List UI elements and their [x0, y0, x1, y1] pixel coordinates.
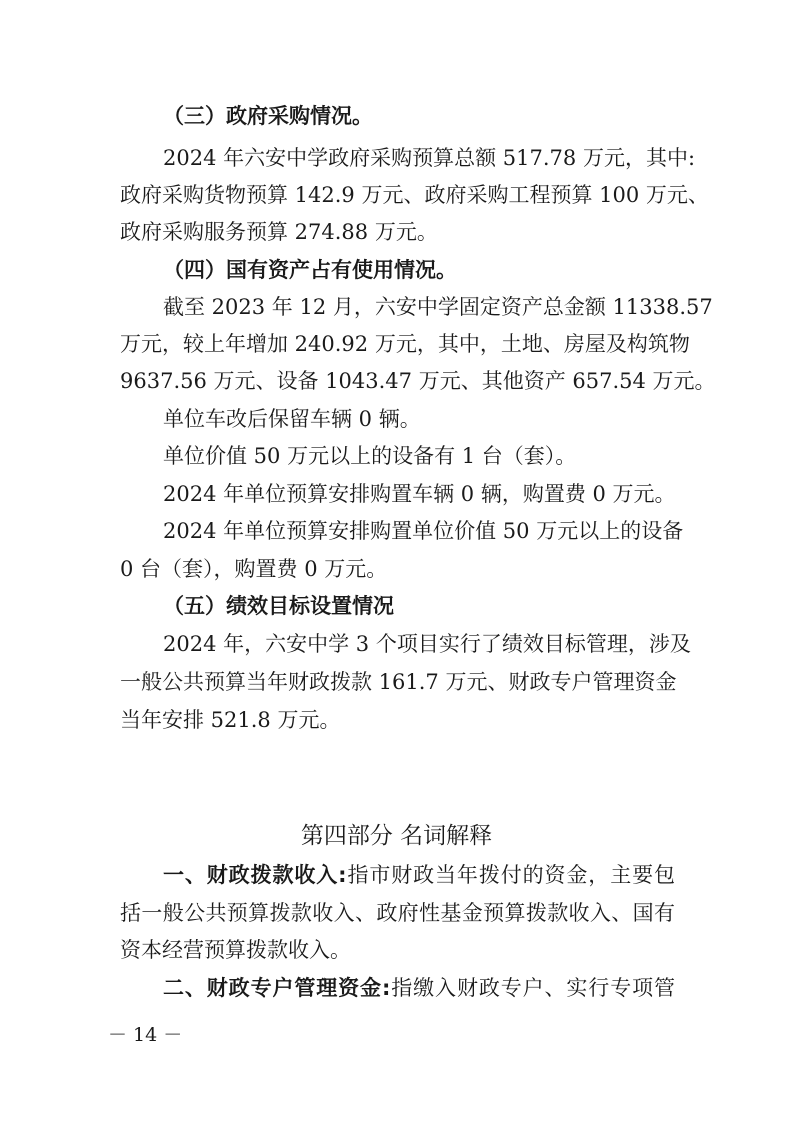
term-special-account-funds: 二、财政专户管理资金: — [163, 976, 391, 1000]
paragraph-line: 万元，较上年增加 240.92 万元，其中，土地、房屋及构筑物 — [120, 332, 690, 356]
paragraph-line: 2024 年单位预算安排购置车辆 0 辆，购置费 0 万元。 — [163, 482, 676, 506]
paragraph-line: 2024 年，六安中学 3 个项目实行了绩效目标管理，涉及 — [163, 632, 691, 656]
paragraph-line: 政府采购货物预算 142.9 万元、政府采购工程预算 100 万元、 — [120, 183, 709, 207]
paragraph-line: 截至 2023 年 12 月，六安中学固定资产总金额 11338.57 — [163, 295, 713, 319]
term-definition-line — [163, 860, 675, 890]
part4-title: 第四部分 名词解释 — [300, 823, 493, 849]
section-heading-performance: （五）绩效目标设置情况 — [163, 593, 394, 618]
section-heading-procurement: （三）政府采购情况。 — [163, 103, 373, 128]
term-definition-text: 指市财政当年拨付的资金，主要包 — [346, 863, 675, 887]
paragraph-line: 政府采购服务预算 274.88 万元。 — [120, 220, 438, 244]
paragraph-line: 单位车改后保留车辆 0 辆。 — [163, 407, 421, 431]
section-heading-assets: （四）国有资产占有使用情况。 — [163, 257, 457, 282]
paragraph-line: 括一般公共预算拨款收入、政府性基金预算拨款收入、国有 — [120, 901, 675, 925]
paragraph-line: 2024 年六安中学政府采购预算总额 517.78 万元，其中: — [163, 146, 696, 170]
paragraph-line: 0 台（套），购置费 0 万元。 — [120, 557, 388, 581]
paragraph-line: 一般公共预算当年财政拨款 161.7 万元、财政专户管理资金 — [120, 670, 677, 694]
paragraph-line: 2024 年单位预算安排购置单位价值 50 万元以上的设备 — [163, 519, 684, 543]
page-number: － 14 － — [108, 1024, 183, 1046]
paragraph-line: 当年安排 521.8 万元。 — [120, 708, 341, 732]
term-definition-text: 指缴入财政专户、实行专项管 — [390, 976, 675, 1000]
paragraph-line: 资本经营预算拨款收入。 — [120, 938, 351, 962]
term-financial-allocation: 一、财政拨款收入: — [163, 863, 347, 887]
term-definition-line — [163, 973, 675, 1003]
paragraph-line: 9637.56 万元、设备 1043.47 万元、其他资产 657.54 万元。 — [120, 369, 716, 393]
paragraph-line: 单位价值 50 万元以上的设备有 1 台（套）。 — [163, 444, 577, 468]
